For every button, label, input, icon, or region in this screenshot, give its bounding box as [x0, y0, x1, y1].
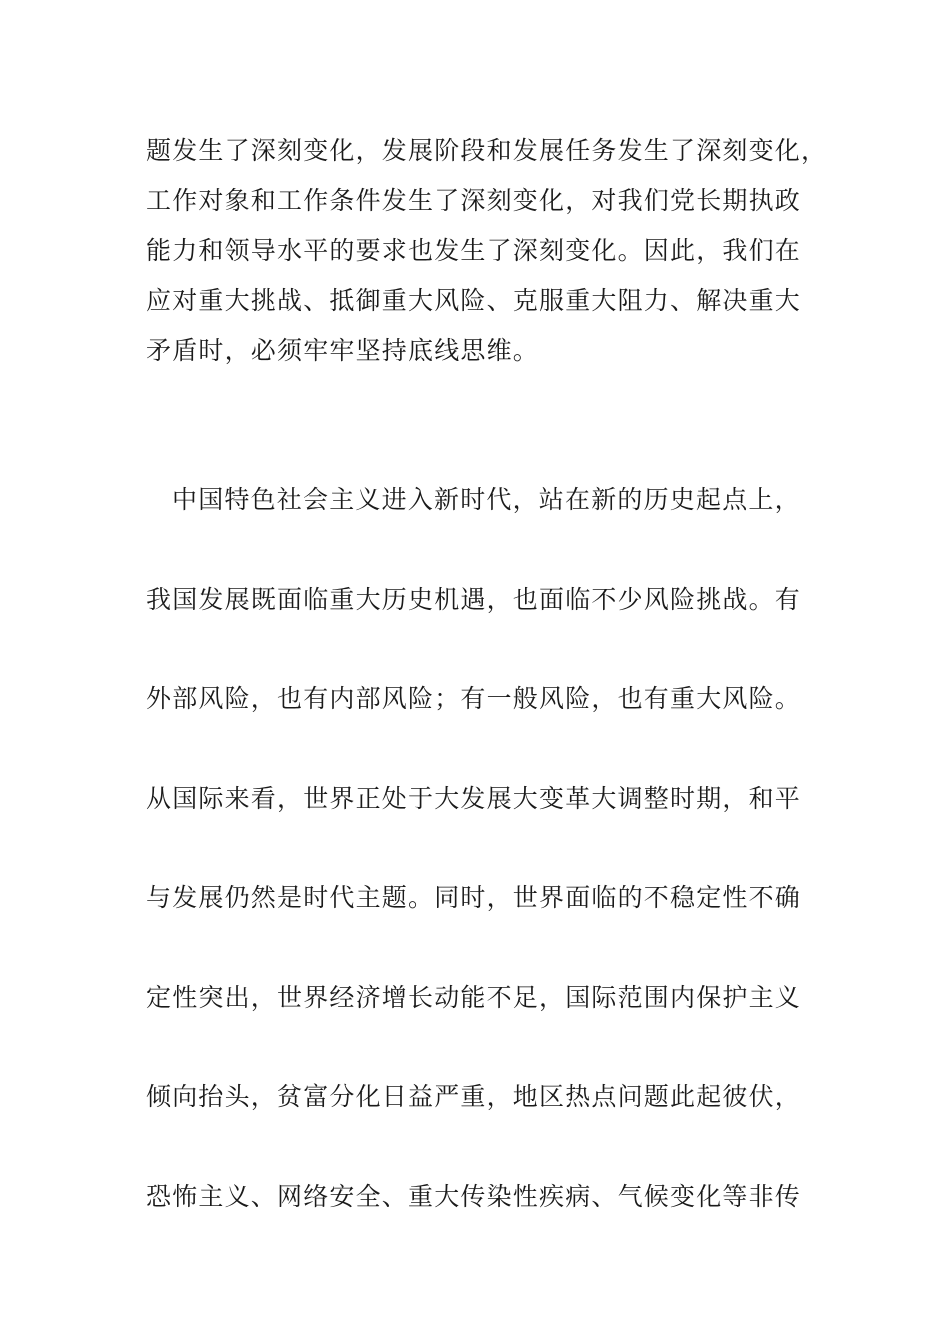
text-line: 题发生了深刻变化，发展阶段和发展任务发生了深刻变化，	[146, 136, 828, 165]
text-line: 工作对象和工作条件发生了深刻变化，对我们党长期执政	[146, 186, 802, 215]
text-line: 能力和领导水平的要求也发生了深刻变化。因此，我们在	[146, 236, 802, 265]
text-line: 矛盾时，必须牢牢坚持底线思维。	[146, 336, 540, 365]
text-line: 倾向抬头，贫富分化日益严重，地区热点问题此起彼伏，	[146, 1082, 802, 1111]
text-line: 中国特色社会主义进入新时代，站在新的历史起点上，	[172, 485, 801, 514]
text-line: 外部风险，也有内部风险；有一般风险，也有重大风险。	[146, 684, 802, 713]
text-line: 应对重大挑战、抵御重大风险、克服重大阻力、解决重大	[146, 286, 802, 315]
text-line: 与发展仍然是时代主题。同时，世界面临的不稳定性不确	[146, 883, 802, 912]
text-line: 从国际来看，世界正处于大发展大变革大调整时期，和平	[146, 784, 802, 813]
text-line: 恐怖主义、网络安全、重大传染性疾病、气候变化等非传	[146, 1182, 802, 1211]
text-line: 定性突出，世界经济增长动能不足，国际范围内保护主义	[146, 983, 802, 1012]
text-line: 我国发展既面临重大历史机遇，也面临不少风险挑战。有	[146, 585, 802, 614]
